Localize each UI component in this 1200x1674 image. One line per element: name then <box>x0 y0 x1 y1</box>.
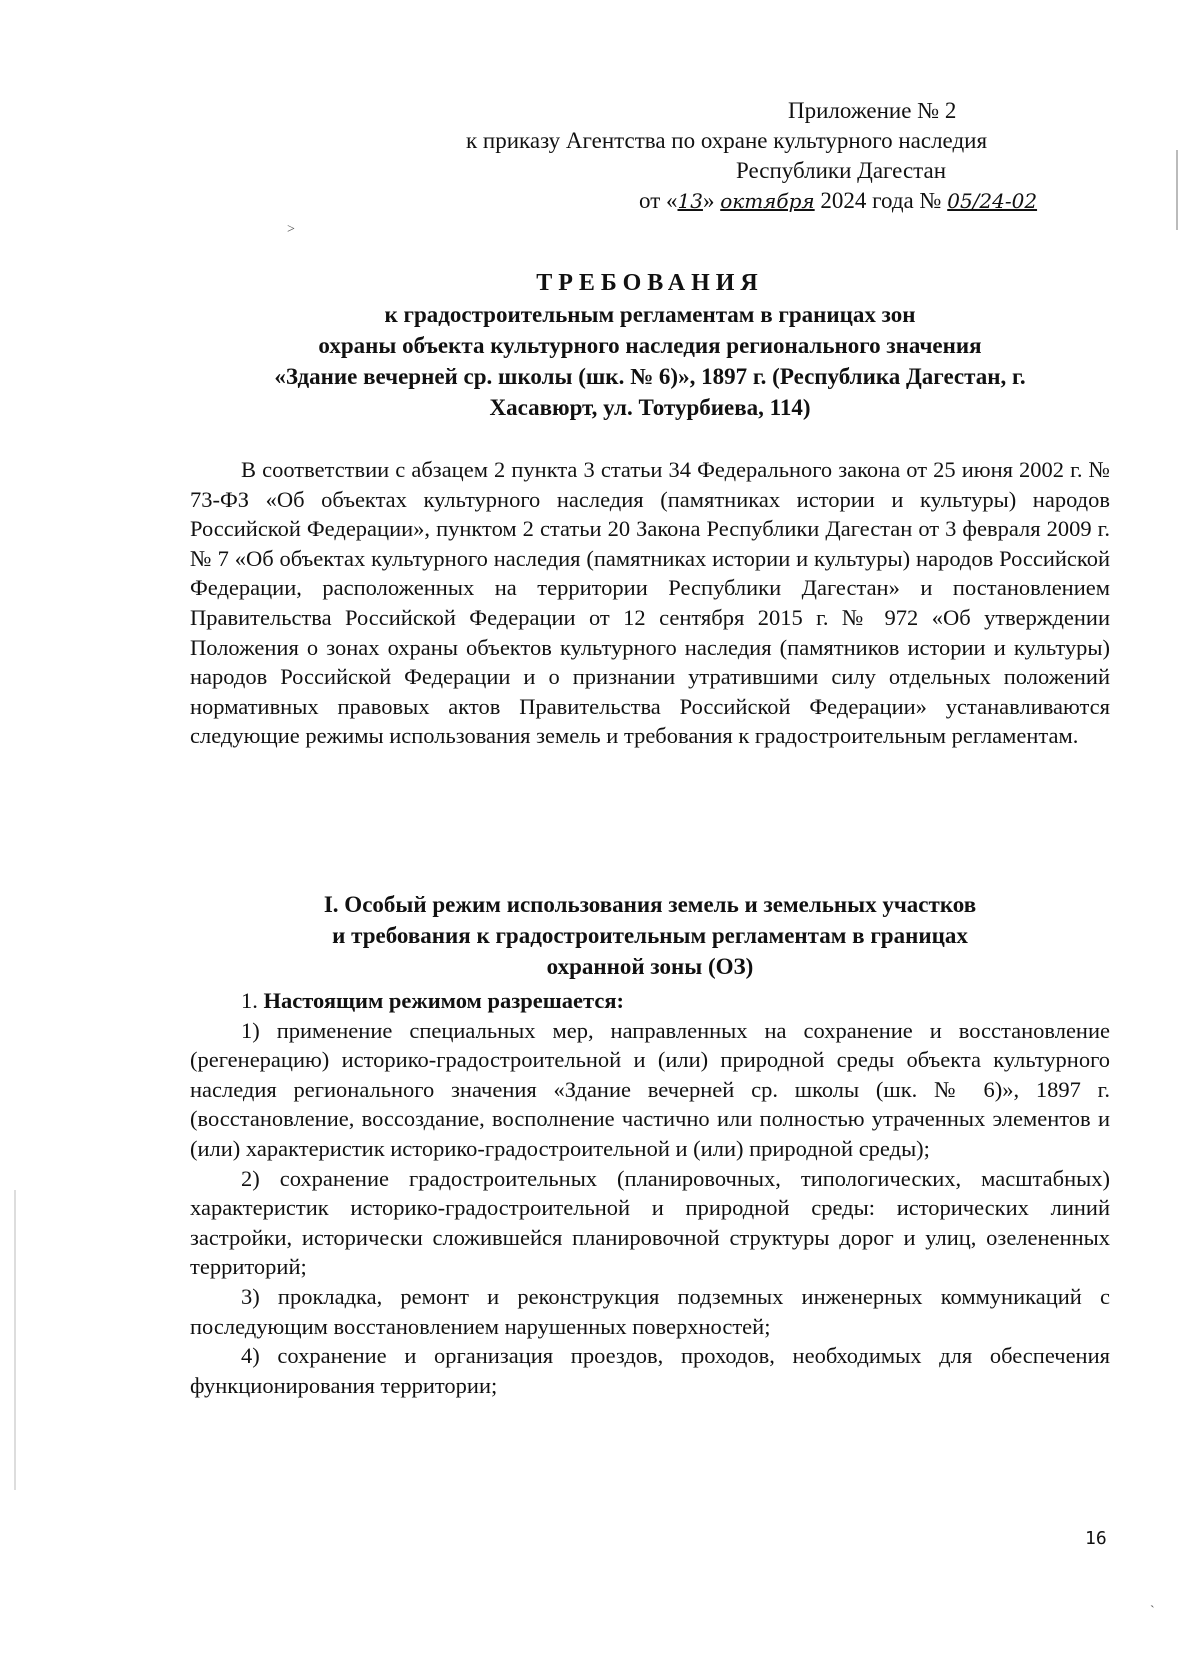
list-item: 2) сохранение градостроительных (планировочных, типологических, масштабных) характеристик историко-градостроительной и природной среды: исторических линий застройки, исторически сложившейся планировочной структуры дорог и улиц, озелененных территорий; <box>190 1165 1110 1280</box>
list-lead-text: Настоящим режимом разрешается: <box>263 988 624 1013</box>
list-lead <box>190 986 1110 1016</box>
order-number: 05/24-02 <box>947 189 1038 213</box>
appendix-header <box>420 96 1120 216</box>
section-heading-line-3: охранной зоны (ОЗ) <box>546 954 754 979</box>
section-heading-line-2: и требования к градостроительным регламентам в границах <box>332 923 968 948</box>
section-heading-line-1: I. Особый режим использования земель и земельных участков <box>323 892 977 917</box>
appendix-date-line <box>420 186 1120 216</box>
appendix-order-ref: к приказу Агентства по охране культурного наследия <box>466 128 988 153</box>
list-lead-number: 1. <box>241 988 258 1013</box>
title-line-2: охраны объекта культурного наследия регионального значения <box>318 333 982 358</box>
intro-section <box>190 455 1110 751</box>
intro-paragraph: В соответствии с абзацем 2 пункта 3 статьи 34 Федерального закона от 25 июня 2002 г. № 73-ФЗ «Об объектах культурного наследия (памятниках истории и культуры) народов Российской Федерации», пунктом 2 статьи 20 Закона Республики Дагестан от 3 февраля 2009 г. № 7 «Об объектах культурного наследия (памятниках истории и культуры) народов Российской Федерации, расположенных на территории Республики Дагестан» и постановлением Правительства Российской Федерации от 12 сентября 2015 г. № 972 «Об утверждении Положения о зонах охраны объектов культурного наследия (памятников истории и культуры) народов Российской Федерации и о признании утратившими силу отдельных положений нормативных правовых актов Правительства Российской Федерации» устанавливаются следующие режимы использования земель и требования к градостроительным регламентам. <box>190 457 1110 749</box>
section-heading <box>190 889 1110 982</box>
scan-speck: ˃ <box>287 222 295 237</box>
date-prefix: от « <box>639 188 678 213</box>
title-line-1: к градостроительным регламентам в границах зон <box>384 302 916 327</box>
title-line-4: Хасавюрт, ул. Тотурбиева, 114) <box>489 395 811 420</box>
date-day: 13 <box>677 189 703 213</box>
document-title <box>190 268 1110 423</box>
date-year: 2024 года № <box>820 188 942 213</box>
scan-edge-mark <box>1176 150 1178 230</box>
title-line-3: «Здание вечерней ср. школы (шк. № 6)», 1897 г. (Республика Дагестан, г. <box>274 364 1026 389</box>
appendix-republic: Республики Дагестан <box>736 158 946 183</box>
list-item: 3) прокладка, ремонт и реконструкция подземных инженерных коммуникаций с последующим восстановлением нарушенных поверхностей; <box>190 1283 1110 1339</box>
date-mid: » <box>702 188 715 213</box>
title-heading: ТРЕБОВАНИЯ <box>536 270 764 296</box>
date-month: октября <box>720 189 815 213</box>
appendix-number: Приложение № 2 <box>788 98 957 123</box>
permitted-list <box>190 986 1110 1400</box>
page-number: 16 <box>1085 1528 1107 1549</box>
scan-speck: ˴ <box>1150 1598 1155 1613</box>
scan-edge-mark <box>14 1190 16 1490</box>
list-item: 1) применение специальных мер, направленных на сохранение и восстановление (регенерацию) историко-градостроительной и (или) природной среды объекта культурного наследия регионального значения «Здание вечерней ср. школы (шк. № 6)», 1897 г. (восстановление, воссоздание, восполнение частично или полностью утраченных элементов и (или) характеристик историко-градостроительной и (или) природной среды); <box>190 1017 1110 1161</box>
list-item: 4) сохранение и организация проездов, проходов, необходимых для обеспечения функционирования территории; <box>190 1343 1110 1398</box>
